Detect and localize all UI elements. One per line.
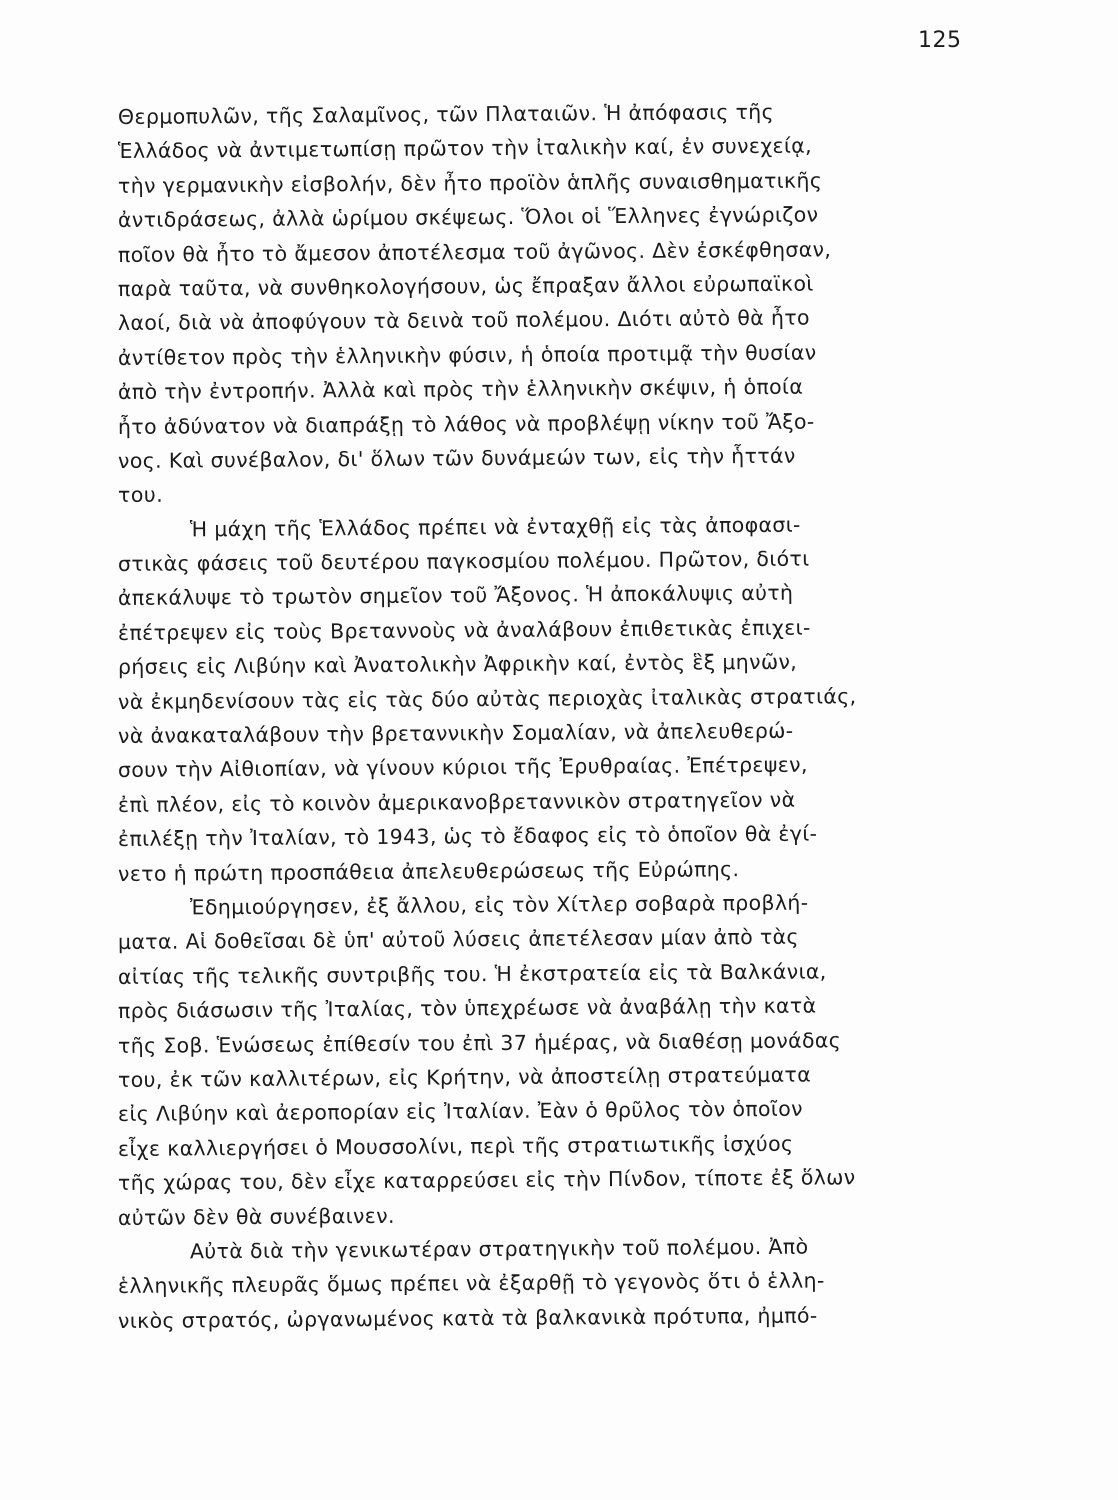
text-line: Ἑλλάδος νὰ ἀντιμετωπίσῃ πρῶτον τὴν ἰταλικὴν καί, ἐν συνεχείᾳ, (117, 133, 813, 164)
text-line: λαοί, διὰ νὰ ἀποφύγουν τὰ δεινὰ τοῦ πολέμου. Διότι αὐτὸ θὰ ἦτο (117, 305, 810, 336)
text-line: ματα. Αἱ δοθεῖσαι δὲ ὑπ' αὐτοῦ λύσεις ἀπετέλεσαν μίαν ἀπὸ τὰς (117, 925, 799, 955)
text-line: ἀπεκάλυψε τὸ τρωτὸν σημεῖον τοῦ Ἄξονος. Ἡ ἀποκάλυψις αὐτὴ (117, 581, 794, 611)
text-line: αὐτῶν δὲν θὰ συνέβαινεν. (117, 1203, 395, 1230)
page-number: 125 (918, 28, 962, 53)
text-line: εἰς Λιβύην καὶ ἀεροπορίαν εἰς Ἰταλίαν. Ἐὰν ὁ θρῦλος τὸν ὁποῖον (117, 1096, 803, 1127)
text-line: νικὸς στρατός, ὠργανωμένος κατὰ τὰ βαλκανικὰ πρότυπα, ἠμπό- (117, 1303, 818, 1333)
text-line: ἐπιλέξῃ τὴν Ἰταλίαν, τὸ 1943, ὡς τὸ ἔδαφος εἰς τὸ ὁποῖον θὰ ἐγί- (117, 821, 818, 852)
text-line: παρὰ ταῦτα, νὰ συνθηκολογήσουν, ὡς ἔπραξαν ἄλλοι εὐρωπαϊκοὶ (117, 271, 814, 301)
text-line: στικὰς φάσεις τοῦ δευτέρου παγκοσμίου πολέμου. Πρῶτον, διότι (117, 546, 810, 577)
text-line: εἶχε καλλιεργήσει ὁ Μουσσολίνι, περὶ τῆς στρατιωτικῆς ἰσχύος (117, 1131, 794, 1161)
text-line: νος. Καὶ συνέβαλον, δι' ὅλων τῶν δυνάμεών των, εἰς τὴν ἧττάν (117, 443, 796, 473)
text-line: ἦτο ἀδύνατον νὰ διαπράξῃ τὸ λάθος νὰ προβλέψῃ νίκην τοῦ Ἄξο- (117, 409, 815, 439)
text-line: ἀντίθετον πρὸς τὴν ἑλληνικὴν φύσιν, ἡ ὁποία προτιμᾷ τὴν θυσίαν (117, 340, 817, 370)
text-line: αἰτίας τῆς τελικῆς συντριβῆς του. Ἡ ἐκστρατεία εἰς τὰ Βαλκάνια, (117, 959, 827, 989)
text-line: ἐπὶ πλέον, εἰς τὸ κοινὸν ἀμερικανοβρεταννικὸν στρατηγεῖον νὰ (117, 787, 796, 817)
text-line: ἀπὸ τὴν ἐντροπήν. Ἀλλὰ καὶ πρὸς τὴν ἑλληνικὴν σκέψιν, ἡ ὁποία (117, 374, 804, 405)
body-text (118, 100, 998, 1338)
paragraph-start-line: Ἐδημιούργησεν, ἐξ ἄλλου, εἰς τὸν Χίτλερ σοβαρὰ προβλή- (189, 890, 809, 920)
text-line: ρήσεις εἰς Λιβύην καὶ Ἀνατολικὴν Ἀφρικὴν καί, ἐντὸς ἓξ μηνῶν, (117, 649, 798, 680)
text-line: τῆς χώρας του, δὲν εἶχε καταρρεύσει εἰς τὴν Πίνδον, τίποτε ἐξ ὅλων (117, 1165, 856, 1196)
text-line: νὰ ἀνακαταλάβουν τὴν βρεταννικὴν Σομαλίαν, νὰ ἀπελευθερώ- (117, 718, 794, 749)
paragraph-start-line: Ἡ μάχη τῆς Ἑλλάδος πρέπει νὰ ἐνταχθῇ εἰς τὰς ἀποφασι- (189, 512, 801, 542)
text-line: νετο ἡ πρώτη προσπάθεια ἀπελευθερώσεως τῆς Εὐρώπης. (117, 856, 740, 886)
text-line: Θερμοπυλῶν, τῆς Σαλαμῖνος, τῶν Πλαταιῶν. Ἡ ἀπόφασις τῆς (117, 99, 775, 129)
text-line: του, ἐκ τῶν καλλιτέρων, εἰς Κρήτην, νὰ ἀποστείλῃ στρατεύματα (117, 1062, 812, 1092)
text-line: πρὸς διάσωσιν τῆς Ἰταλίας, τὸν ὑπεχρέωσε νὰ ἀναβάλῃ τὴν κατὰ (117, 993, 817, 1024)
text-line: ἑλληνικῆς πλευρᾶς ὅμως πρέπει νὰ ἐξαρθῇ τὸ γεγονὸς ὅτι ὁ ἑλλη- (117, 1268, 825, 1299)
text-line: ποῖον θὰ ἦτο τὸ ἄμεσον ἀποτέλεσμα τοῦ ἀγῶνος. Δὲν ἐσκέφθησαν, (117, 236, 832, 267)
text-line: σουν τὴν Αἰθιοπίαν, νὰ γίνουν κύριοι τῆς Ἐρυθραίας. Ἐπέτρεψεν, (117, 753, 808, 783)
text-line: νὰ ἐκμηδενίσουν τὰς εἰς τὰς δύο αὐτὰς περιοχὰς ἰταλικὰς στρατιάς, (117, 683, 857, 714)
paragraph-start-line: Αὐτὰ διὰ τὴν γενικωτέραν στρατηγικὴν τοῦ πολέμου. Ἀπὸ (189, 1234, 809, 1264)
text-line: ἀντιδράσεως, ἀλλὰ ὡρίμου σκέψεως. Ὅλοι οἱ Ἕλληνες ἐγνώριζον (117, 202, 819, 233)
text-line: ἐπέτρεψεν εἰς τοὺς Βρεταννοὺς νὰ ἀναλάβουν ἐπιθετικὰς ἐπιχει- (117, 615, 811, 645)
text-line: τὴν γερμανικὴν εἰσβολήν, δὲν ἦτο προϊὸν ἁπλῆς συναισθηματικῆς (117, 168, 823, 198)
text-line: του. (117, 482, 164, 508)
text-line: τῆς Σοβ. Ἑνώσεως ἐπίθεσίν του ἐπὶ 37 ἡμέρας, νὰ διαθέσῃ μονάδας (117, 1027, 842, 1058)
